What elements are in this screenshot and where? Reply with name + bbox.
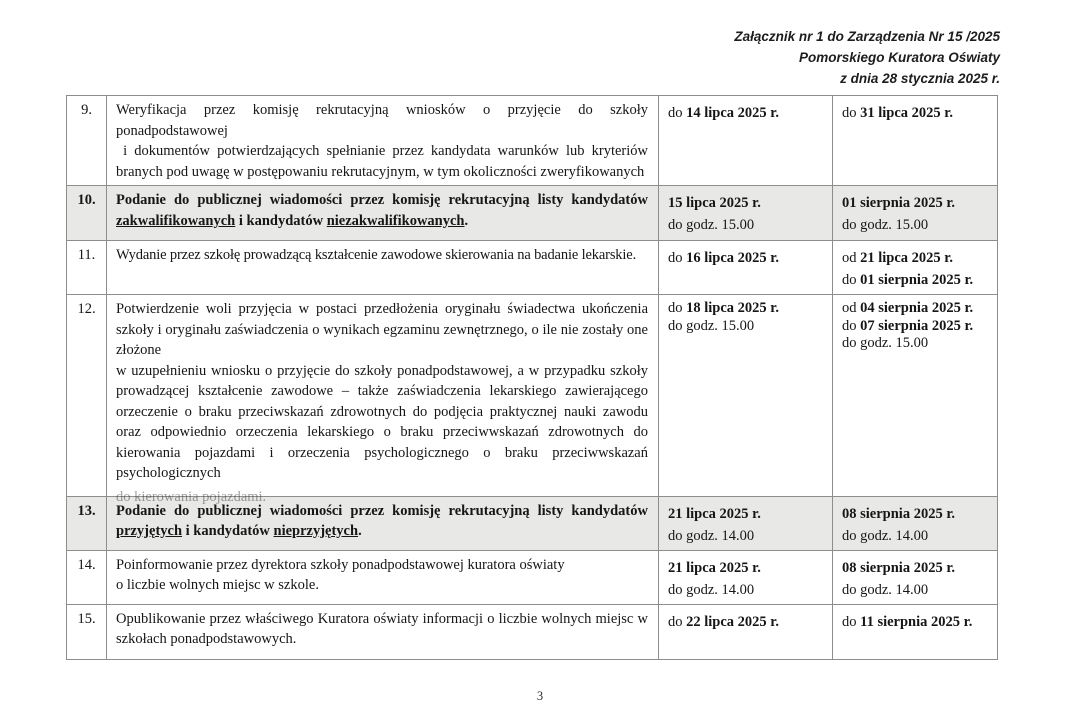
text-segment: niezakwalifikowanych <box>326 212 465 229</box>
description-paragraph <box>116 190 648 231</box>
task-description-cell <box>107 96 659 186</box>
attachment-header-line-2: Pomorskiego Kuratora Oświaty <box>798 50 1000 65</box>
text-segment: Potwierdzenie woli przyjęcia w postaci przedłożenia oryginału świadectwa ukończenia szkoły i oryginału zaświadczenia o wynikach egzaminu zewnętrznego, o ile nie zostały one złożone <box>116 301 648 358</box>
description-paragraph <box>116 100 648 141</box>
deadline-line <box>842 102 993 124</box>
text-segment: 14 lipca 2025 r. <box>686 105 780 121</box>
deadline-main-cell <box>659 186 833 241</box>
text-segment: i kandydatów <box>182 523 274 539</box>
text-segment: 08 sierpnia 2025 r. <box>842 505 956 522</box>
text-segment: 07 sierpnia 2025 r. <box>860 317 974 334</box>
text-segment: do godz. 14.00 <box>668 581 755 598</box>
text-segment: Opublikowanie przez właściwego Kuratora oświaty informacji o liczbie wolnych miejsc w szkołach ponadpodstawowych. <box>116 610 648 647</box>
page-number: 3 <box>536 689 544 703</box>
table-row <box>67 295 998 497</box>
text-segment: do <box>668 250 687 266</box>
table-row <box>67 550 998 604</box>
text-segment: do <box>668 105 687 121</box>
text-segment: o liczbie wolnych miejsc w szkole. <box>116 577 319 593</box>
deadline-supplementary-cell <box>833 186 998 241</box>
deadline-line <box>842 579 993 601</box>
deadline-line <box>842 318 993 336</box>
deadline-line <box>668 102 828 124</box>
deadline-line <box>668 192 828 214</box>
text-segment: do godz. 15.00 <box>668 217 755 233</box>
text-segment: od <box>842 300 861 316</box>
text-segment: 31 lipca 2025 r. <box>860 105 954 121</box>
text-segment: w uzupełnieniu wniosku o przyjęcie do szkoły ponadpodstawowej, a w przypadku szkoły prowadzącej kształcenie zawodowe – także zaświadczenia lekarskiego zawierającego orzeczenie o braku przeciwskazań zdrowotnych do podjęcia praktycznej nauki zawodu oraz odpowiednio orzeczenia lekarskiego o braku przeciwwskazań zdrowotnych do kierowania pojazdami i orzeczenia psychologicznego o braku przeciwwskazań psychologicznych <box>116 362 648 481</box>
text-segment: 15 lipca 2025 r. <box>668 195 761 211</box>
text-segment: 04 sierpnia 2025 r. <box>860 300 974 316</box>
table-row <box>67 241 998 295</box>
text-segment: i dokumentów potwierdzających spełnianie przez kandydata warunków lub kryteriów branych pod uwagę w postępowaniu rekrutacyjnym, w tym okoliczności zweryfikowanych <box>116 143 648 180</box>
deadline-line <box>842 557 993 579</box>
text-segment: do godz. 14.00 <box>668 527 755 544</box>
deadline-line <box>842 300 993 318</box>
text-segment: do kierowania pojazdami. <box>116 488 267 505</box>
deadline-line <box>668 318 828 336</box>
text-segment: nieprzyjętych <box>273 523 359 539</box>
deadline-line <box>842 214 993 236</box>
deadline-line <box>668 503 828 525</box>
row-number-cell: 10. <box>67 186 107 241</box>
deadline-line <box>668 525 828 547</box>
description-paragraph <box>116 299 648 361</box>
description-paragraph <box>116 609 648 650</box>
text-segment: do <box>842 105 861 121</box>
text-segment: 21 lipca 2025 r. <box>668 505 761 522</box>
schedule-table-body <box>67 96 998 660</box>
text-segment: 01 sierpnia 2025 r. <box>842 195 956 211</box>
deadline-main-cell <box>659 96 833 186</box>
task-description-cell <box>107 186 659 241</box>
text-segment: i kandydatów <box>235 212 327 229</box>
text-segment: do <box>842 317 861 334</box>
deadline-main-cell <box>659 550 833 604</box>
deadline-line <box>842 335 993 353</box>
description-paragraph <box>116 245 648 266</box>
recruitment-schedule-table <box>66 95 998 660</box>
deadline-supplementary-cell <box>833 241 998 295</box>
deadline-supplementary-cell <box>833 496 998 550</box>
row-number-cell: 15. <box>67 604 107 659</box>
deadline-line <box>668 247 828 269</box>
deadline-main-cell <box>659 241 833 295</box>
deadline-supplementary-cell <box>833 295 998 497</box>
row-number-cell: 13. <box>67 496 107 550</box>
deadline-supplementary-cell <box>833 604 998 659</box>
text-segment: do godz. 15.00 <box>668 317 755 334</box>
text-segment: 21 lipca 2025 r. <box>860 250 954 266</box>
text-segment: . <box>464 212 469 229</box>
task-description-cell <box>107 550 659 604</box>
row-number-cell: 12. <box>67 295 107 497</box>
text-segment: do godz. 15.00 <box>842 335 929 351</box>
text-segment: do <box>842 272 861 288</box>
deadline-main-cell <box>659 295 833 497</box>
text-segment: Poinformowanie przez dyrektora szkoły ponadpodstawowej kuratora oświaty <box>116 556 565 573</box>
deadline-supplementary-cell <box>833 96 998 186</box>
text-segment: Wydanie przez szkołę prowadzącą kształcenie zawodowe skierowania na badanie lekarskie. <box>116 247 637 263</box>
deadline-line <box>842 525 993 547</box>
table-row <box>67 96 998 186</box>
text-segment: zakwalifikowanych <box>116 212 236 229</box>
row-number-cell: 14. <box>67 550 107 604</box>
task-description-cell <box>107 241 659 295</box>
text-segment: Podanie do publicznej wiadomości przez komisję rekrutacyjną listy kandydatów <box>116 192 648 208</box>
deadline-main-cell <box>659 604 833 659</box>
text-segment: 21 lipca 2025 r. <box>668 559 761 576</box>
attachment-header-line-3: z dnia 28 stycznia 2025 r. <box>840 71 1000 86</box>
text-segment: do <box>842 613 861 630</box>
text-segment: 01 sierpnia 2025 r. <box>860 272 974 288</box>
attachment-header <box>734 26 1000 89</box>
text-segment: do godz. 14.00 <box>842 581 929 598</box>
text-segment: 16 lipca 2025 r. <box>686 250 780 266</box>
text-segment: do <box>668 613 687 630</box>
deadline-line <box>842 611 993 633</box>
row-number-cell: 9. <box>67 96 107 186</box>
deadline-line <box>668 579 828 601</box>
text-segment: przyjętych <box>116 523 183 539</box>
deadline-main-cell <box>659 496 833 550</box>
deadline-line <box>668 557 828 579</box>
text-segment: 18 lipca 2025 r. <box>686 300 780 316</box>
deadline-line <box>842 247 993 269</box>
deadline-line <box>668 300 828 318</box>
attachment-header-line-1: Załącznik nr 1 do Zarządzenia Nr 15 /2025 <box>734 29 1000 44</box>
table-row <box>67 604 998 659</box>
text-segment: Weryfikacja przez komisję rekrutacyjną wniosków o przyjęcie do szkoły ponadpodstawowej <box>116 102 648 139</box>
description-paragraph <box>116 487 648 505</box>
text-segment: do godz. 15.00 <box>842 217 929 233</box>
text-segment: Podanie do publicznej wiadomości przez komisję rekrutacyjną listy kandydatów <box>116 502 648 519</box>
description-paragraph <box>116 555 648 576</box>
description-paragraph <box>116 501 648 542</box>
task-description-cell <box>107 295 659 505</box>
description-paragraph <box>116 575 648 596</box>
text-segment: do <box>668 300 687 316</box>
description-paragraph <box>116 361 648 484</box>
text-segment: . <box>358 523 362 539</box>
description-paragraph <box>116 141 648 182</box>
deadline-line <box>842 269 993 291</box>
table-row <box>67 186 998 241</box>
row-number-cell: 11. <box>67 241 107 295</box>
text-segment: do godz. 14.00 <box>842 527 929 544</box>
deadline-supplementary-cell <box>833 550 998 604</box>
text-segment: 22 lipca 2025 r. <box>686 613 780 630</box>
text-segment: 11 sierpnia 2025 r. <box>860 613 973 630</box>
deadline-line <box>842 192 993 214</box>
deadline-line <box>842 503 993 525</box>
text-segment: 08 sierpnia 2025 r. <box>842 559 956 576</box>
deadline-line <box>668 214 828 236</box>
deadline-line <box>668 611 828 633</box>
text-segment: od <box>842 250 861 266</box>
task-description-cell <box>107 604 659 659</box>
